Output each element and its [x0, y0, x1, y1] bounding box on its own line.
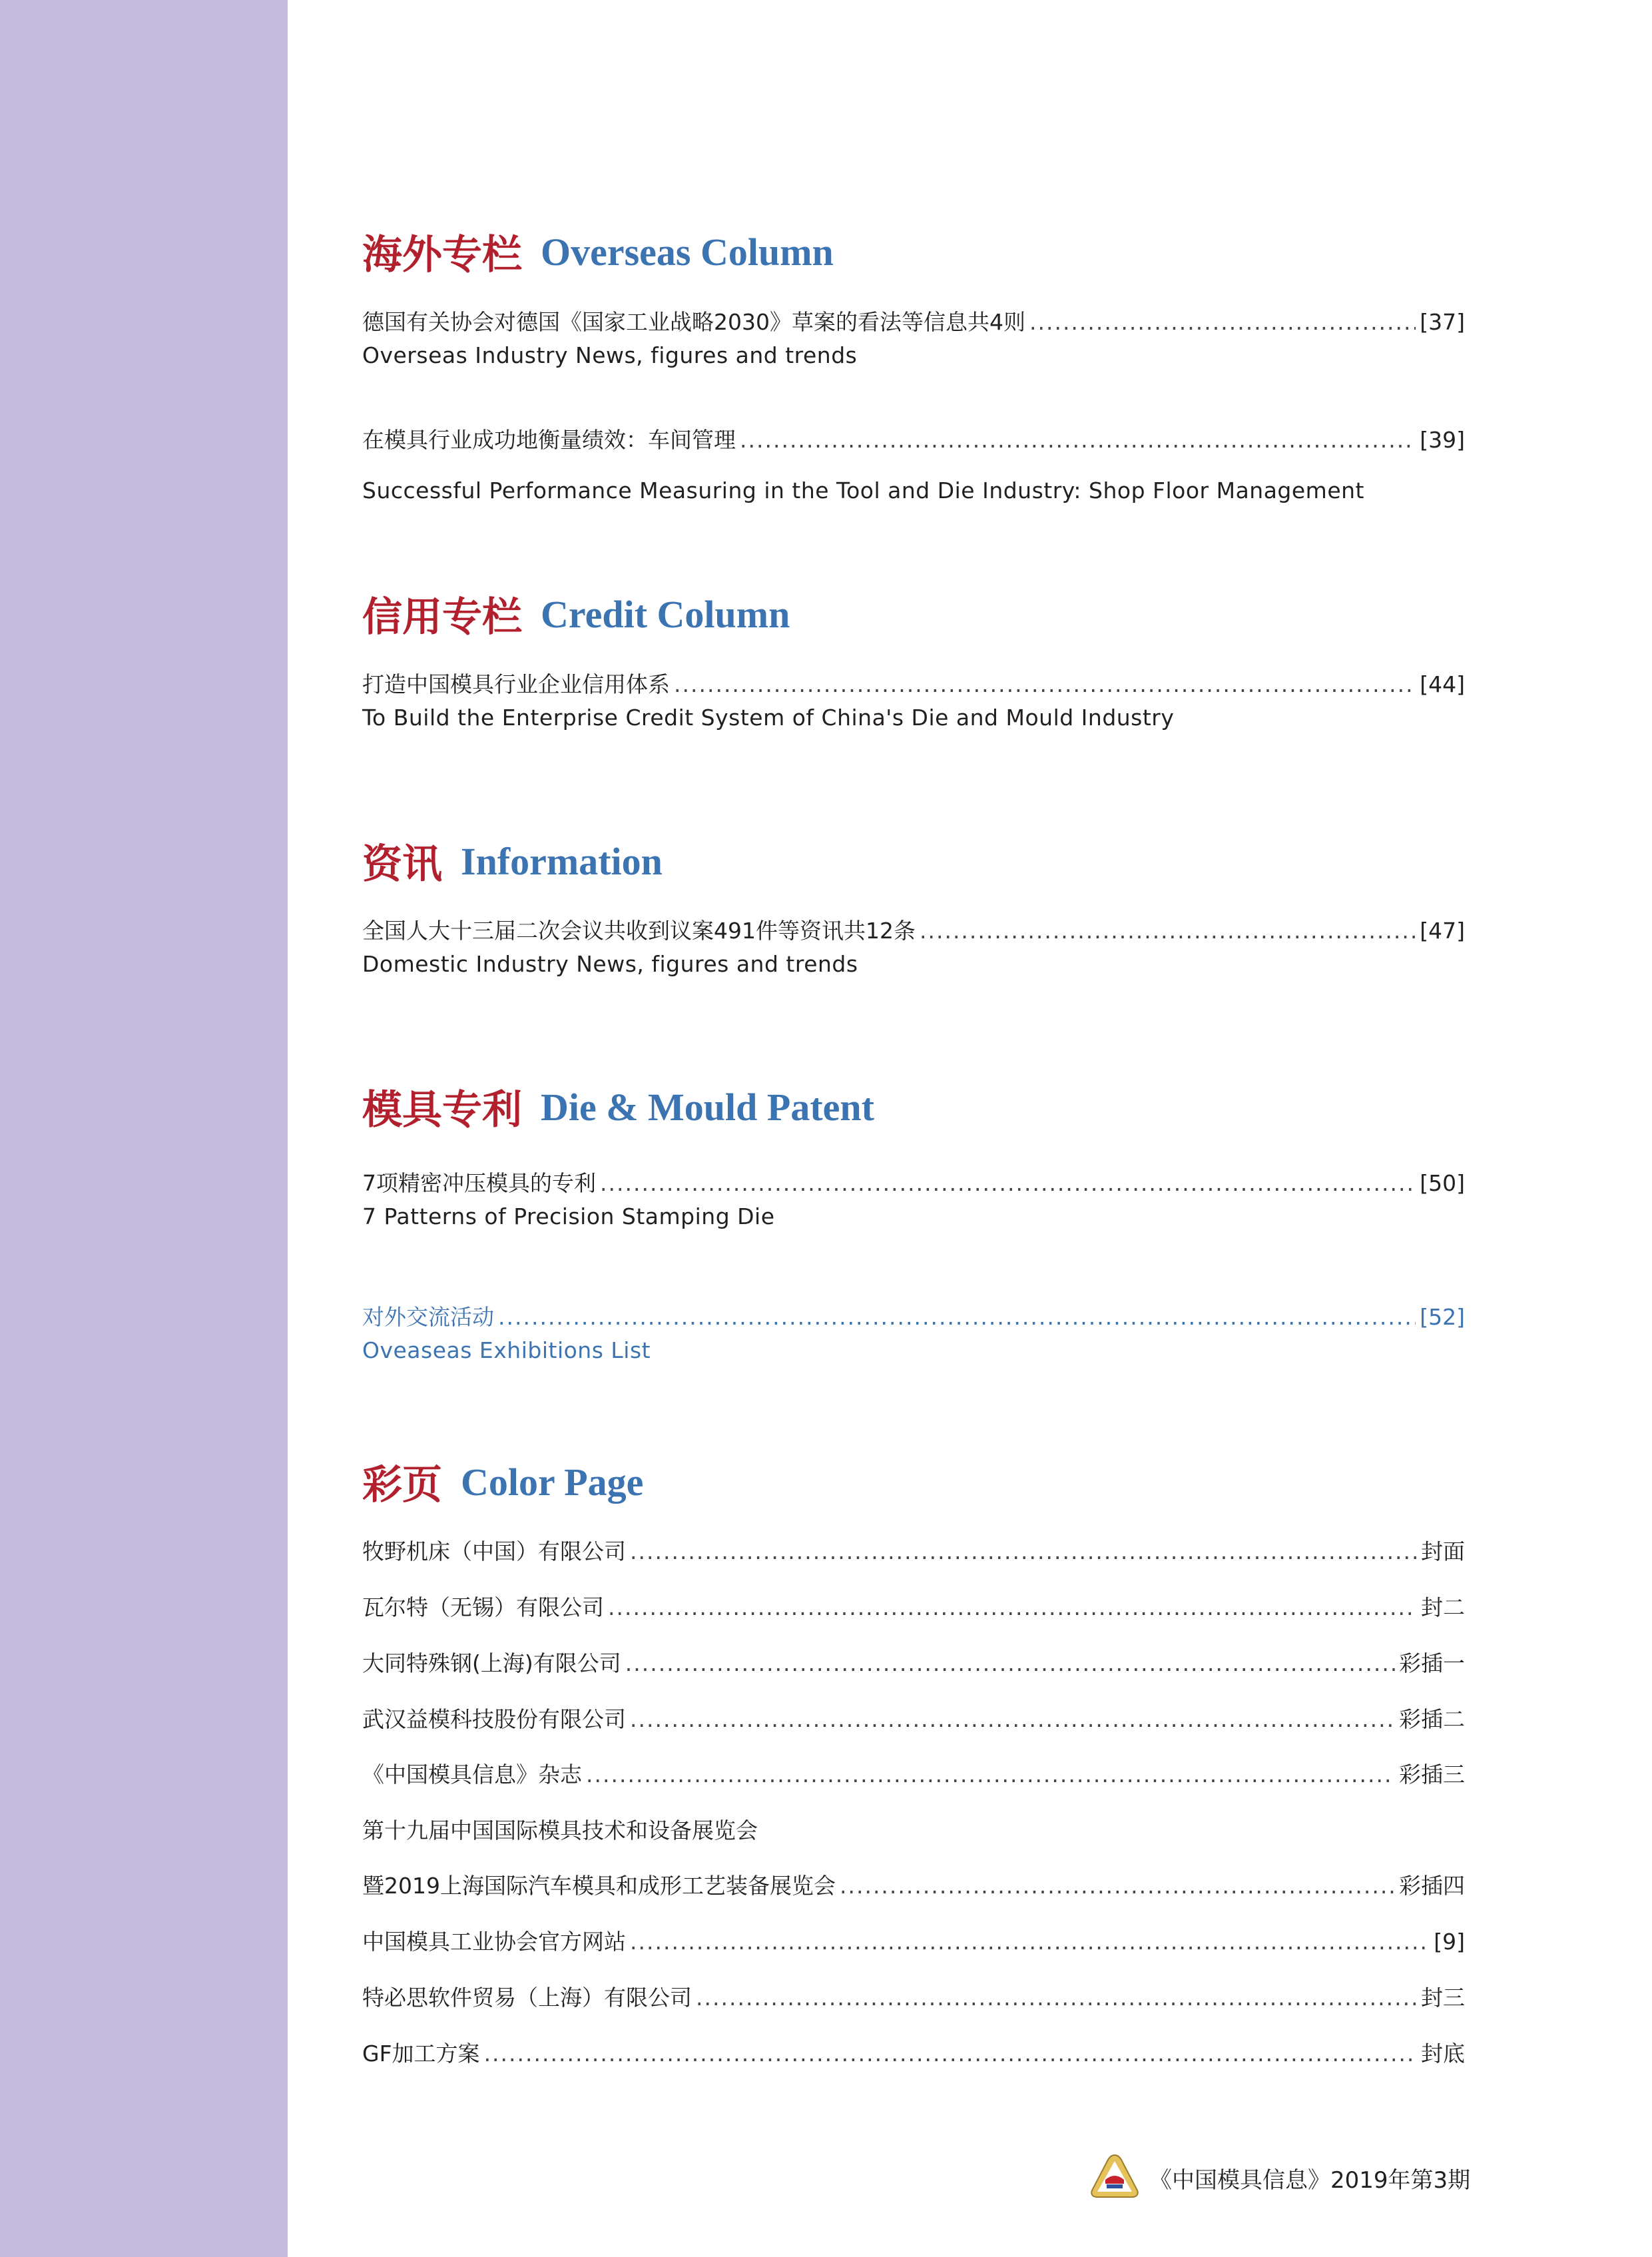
section-title-cn: 资讯: [362, 841, 442, 888]
section-title-patent: [362, 1074, 874, 1140]
color-page-entry[interactable]: [362, 1981, 1465, 2015]
color-page-entry[interactable]: [362, 2037, 1465, 2071]
entry-title-cn: 大同特殊钢(上海)有限公司: [362, 1650, 621, 1676]
entry-title-cn: 德国有关协会对德国《国家工业战略2030》草案的看法等信息共4则: [362, 309, 1025, 335]
dot-leader: [740, 424, 1416, 457]
entry-title-en: Oveaseas Exhibitions List: [362, 1337, 651, 1363]
entry-title-cn: 暨2019上海国际汽车模具和成形工艺装备展览会: [362, 1873, 836, 1899]
toc-entry[interactable]: [362, 424, 1465, 507]
color-page-entry[interactable]: [362, 1925, 1465, 1959]
entry-title-en: 7 Patterns of Precision Stamping Die: [362, 1203, 775, 1229]
dot-leader: [630, 1703, 1395, 1736]
section-title-credit: [362, 581, 790, 647]
entry-page-number: [52]: [1420, 1304, 1465, 1330]
toc-entry-exhibitions[interactable]: [362, 1301, 1465, 1367]
color-page-entry[interactable]: [362, 1758, 1465, 1791]
dot-leader: [674, 668, 1416, 701]
entry-page-number: 封二: [1421, 1594, 1465, 1620]
dot-leader: [630, 1535, 1417, 1568]
entry-title-cn: 瓦尔特（无锡）有限公司: [362, 1594, 604, 1620]
color-page-entry[interactable]: [362, 1535, 1465, 1568]
dot-leader: [608, 1591, 1417, 1624]
entry-title-cn: 特必思软件贸易（上海）有限公司: [362, 1985, 692, 2011]
section-title-cn: 模具专利: [362, 1087, 522, 1133]
color-page-entry[interactable]: [362, 1703, 1465, 1736]
toc-entry[interactable]: [362, 668, 1465, 735]
entry-title-cn: 牧野机床（中国）有限公司: [362, 1538, 626, 1564]
entry-page-number: 彩插二: [1399, 1706, 1465, 1732]
cdmia-logo-icon: [1089, 2153, 1140, 2202]
entry-title-cn: GF加工方案: [362, 2041, 480, 2067]
section-title-color-page: [362, 1449, 643, 1515]
section-title-cn: 信用专栏: [362, 594, 522, 641]
entry-page-number: [44]: [1420, 671, 1465, 697]
dot-leader: [630, 1925, 1430, 1959]
dot-leader: [920, 914, 1416, 948]
dot-leader: [625, 1647, 1395, 1680]
dot-leader: [600, 1167, 1416, 1200]
entry-page-number: [47]: [1420, 918, 1465, 944]
dot-leader: [1029, 306, 1416, 339]
color-page-entry[interactable]: [362, 1814, 1465, 1847]
footer-publication: 《中国模具信息》2019年第3期: [1149, 2166, 1471, 2194]
section-title-en: Overseas Column: [541, 230, 834, 274]
entry-page-number: [37]: [1420, 309, 1465, 335]
section-title-en: Color Page: [461, 1460, 644, 1504]
dot-leader: [696, 1981, 1417, 2015]
page-footer: [1089, 2151, 1470, 2204]
entry-title-en: Domestic Industry News, figures and trends: [362, 951, 858, 977]
section-title-en: Die & Mould Patent: [541, 1085, 874, 1129]
entry-title-cn: 中国模具工业协会官方网站: [362, 1929, 626, 1955]
section-title-cn: 彩页: [362, 1462, 442, 1508]
dot-leader: [484, 2037, 1417, 2071]
entry-title-cn: 武汉益模科技股份有限公司: [362, 1706, 626, 1732]
entry-title-cn: 打造中国模具行业企业信用体系: [362, 671, 670, 697]
sidebar-band: [0, 0, 288, 2257]
entry-page-number: 彩插四: [1399, 1873, 1465, 1899]
section-title-overseas: [362, 218, 834, 285]
toc-entry[interactable]: [362, 1167, 1465, 1233]
entry-title-cn: 在模具行业成功地衡量绩效：车间管理: [362, 427, 736, 453]
section-title-information: [362, 828, 663, 894]
section-title-en: Credit Column: [541, 592, 790, 636]
entry-title-cn: 对外交流活动: [362, 1304, 494, 1330]
entry-page-number: [9]: [1434, 1929, 1465, 1955]
entry-page-number: 封三: [1421, 1985, 1465, 2011]
entry-page-number: [50]: [1420, 1170, 1465, 1196]
entry-title-en: Overseas Industry News, figures and trends: [362, 342, 858, 368]
entry-title-en: To Build the Enterprise Credit System of China's Die and Mould Industry: [362, 705, 1175, 731]
entry-title-cn: 《中国模具信息》杂志: [362, 1762, 582, 1787]
entry-page-number: 封底: [1421, 2041, 1465, 2067]
entry-title-cn: 全国人大十三届二次会议共收到议案491件等资讯共12条: [362, 918, 916, 944]
dot-leader: [586, 1758, 1395, 1791]
entry-page-number: 彩插一: [1399, 1650, 1465, 1676]
entry-page-number: 彩插三: [1399, 1762, 1465, 1787]
entry-title-cn: 7项精密冲压模具的专利: [362, 1170, 596, 1196]
section-title-cn: 海外专栏: [362, 232, 522, 278]
section-title-en: Information: [461, 839, 663, 883]
entry-title-en: Successful Performance Measuring in the Tool and Die Industry: Shop Floor Management: [362, 478, 1364, 503]
dot-leader: [840, 1869, 1395, 1903]
color-page-entry[interactable]: [362, 1869, 1465, 1903]
toc-entry[interactable]: [362, 306, 1465, 372]
entry-page-number: [39]: [1420, 427, 1465, 453]
entry-page-number: 封面: [1421, 1538, 1465, 1564]
entry-title-cn: 第十九届中国国际模具技术和设备展览会: [362, 1817, 758, 1843]
toc-entry[interactable]: [362, 914, 1465, 981]
color-page-entry[interactable]: [362, 1647, 1465, 1680]
color-page-entry[interactable]: [362, 1591, 1465, 1624]
dot-leader: [498, 1301, 1416, 1334]
